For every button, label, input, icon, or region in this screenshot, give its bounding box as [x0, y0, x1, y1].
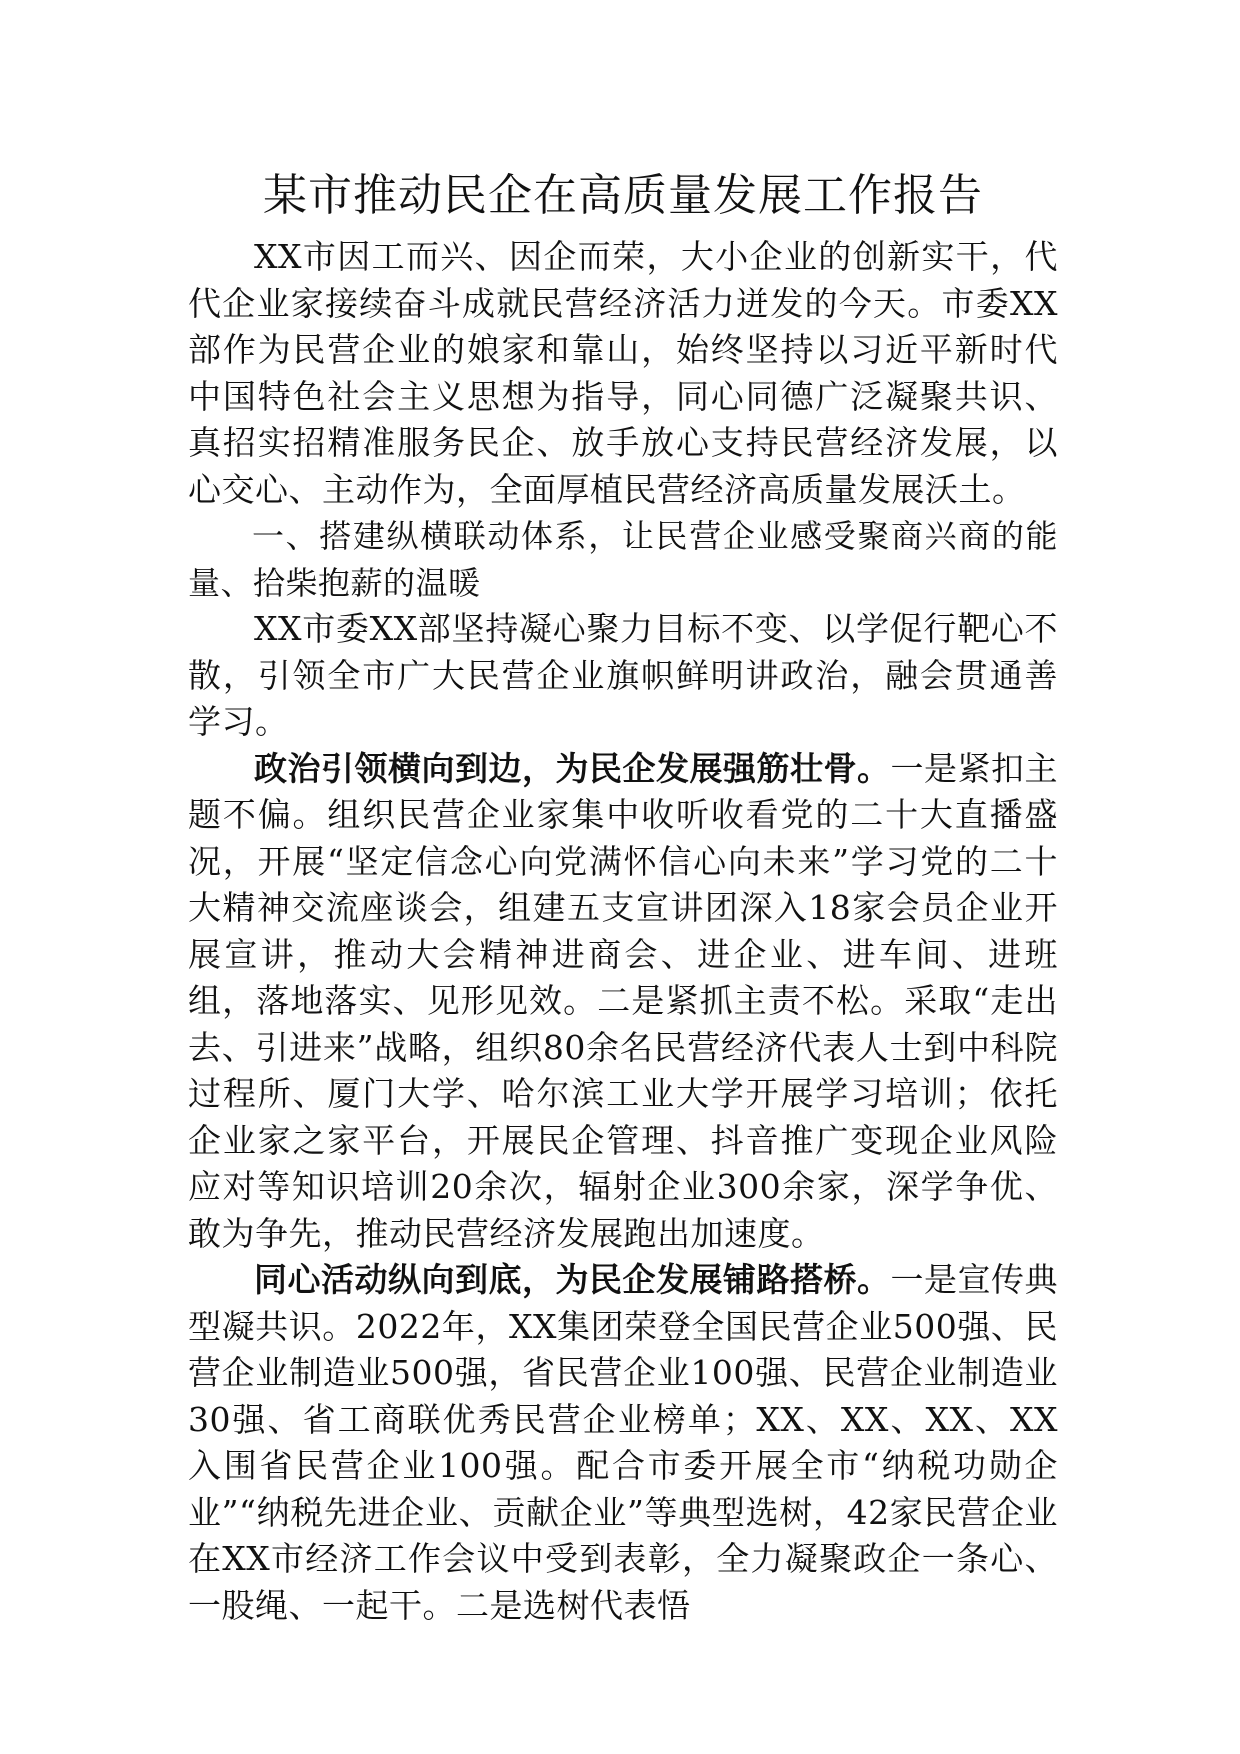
section-heading: 一、搭建纵横联动体系，让民营企业感受聚商兴商的能量、拾柴抱薪的温暖: [188, 517, 1058, 602]
document-title: 某市推动民企在高质量发展工作报告: [263, 170, 983, 221]
intro-paragraph: XX市因工而兴、因企而荣，大小企业的创新实干，代代企业家接续奋斗成就民营经济活力迸发的今天。市委XX部作为民营企业的娘家和靠山，始终坚持以习近平新时代中国特色社会主义思想为指导，同心同德广泛凝聚共识、真招实招精准服务民企、放手放心支持民营经济发展，以心交心、主动作为，全面厚植民营经济高质量发展沃土。: [188, 237, 1058, 509]
body-paragraph-concentric-activity: [188, 1257, 1058, 1629]
paragraph-body-text: 一是宣传典型凝共识。2022年，XX集团荣登全国民营企业500强、民营企业制造业500强，省民营企业100强、民营企业制造业30强、省工商联优秀民营企业榜单；XX、XX、XX、XX入围省民营企业100强。配合市委开展全市“纳税功勋企业”“纳税先进企业、贡献企业”等典型选树，42家民营企业在XX市经济工作会议中受到表彰，全力凝聚政企一条心、一股绳、一起干。二是选树代表悟: [188, 1260, 1058, 1625]
body-paragraph-political-guidance: [188, 746, 1058, 1258]
paragraph-lead-text: 政治引领横向到边，为民企发展强筋壮骨。: [254, 748, 891, 788]
document-page: [188, 168, 1058, 1629]
paragraph-lead-text: 同心活动纵向到底，为民企发展铺路搭桥。: [254, 1260, 891, 1299]
paragraph-body-text: 一是紧扣主题不偏。组织民营企业家集中收听收看党的二十大直播盛况，开展“坚定信念心向党满怀信心向未来”学习党的二十大精神交流座谈会，组建五支宣讲团深入18家会员企业开展宣讲，推动大会精神进商会、进企业、进车间、进班组，落地落实、见形见效。二是紧抓主责不松。采取“走出去、引进来”战略，组织80余名民营经济代表人士到中科院过程所、厦门大学、哈尔滨工业大学开展学习培训；依托企业家之家平台，开展民企管理、抖音推广变现企业风险应对等知识培训20余次，辐射企业300余家，深学争优、敢为争先，推动民营经济发展跑出加速度。: [188, 748, 1058, 1253]
section-intro-paragraph: XX市委XX部坚持凝心聚力目标不变、以学促行靶心不散，引领全市广大民营企业旗帜鲜明讲政治，融会贯通善学习。: [188, 609, 1058, 741]
